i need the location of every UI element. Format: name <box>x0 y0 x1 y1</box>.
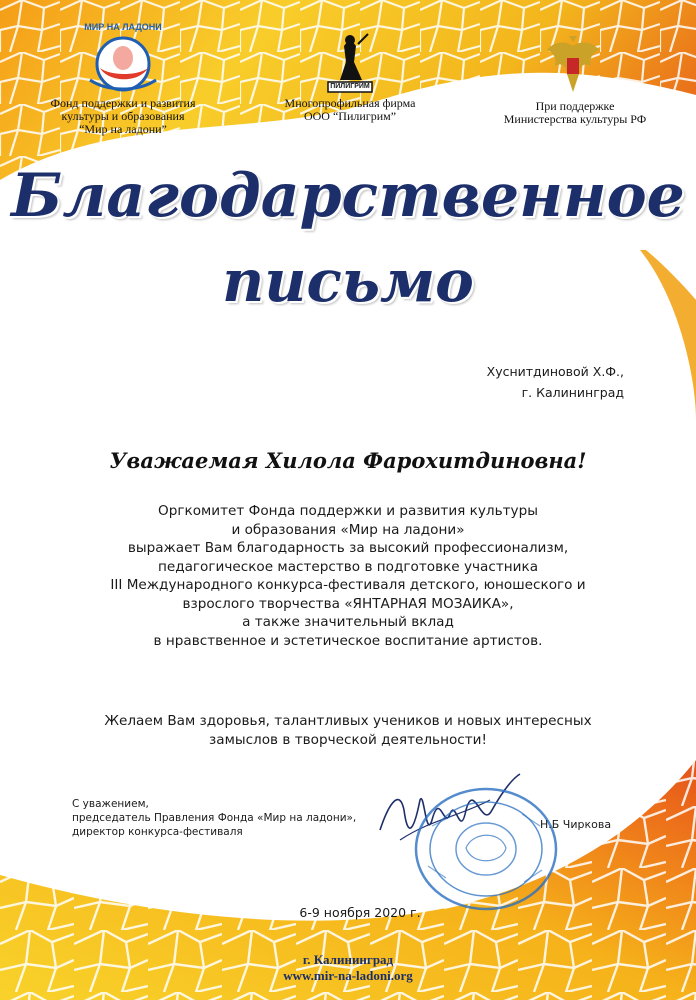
left-org-text <box>28 97 218 136</box>
hand-globe-icon <box>78 22 168 94</box>
signer-name: Н.Б Чиркова <box>540 818 612 831</box>
body-line: III Международного конкурса-фестиваля детского, юношеского и <box>110 577 586 593</box>
title-line-2: письмо <box>222 247 474 315</box>
body-line: а также значительный вклад <box>242 614 454 630</box>
title-line-1: Благодарственное <box>11 161 685 231</box>
event-date: 6-9 ноября 2020 г. <box>299 905 421 920</box>
signature-line: директор конкурса-фестиваля <box>72 826 243 838</box>
body-line: педагогическое мастерство в подготовке участника <box>157 558 539 575</box>
logo-piligrim <box>320 32 380 96</box>
round-stamp <box>412 786 560 912</box>
wish-line: Желаем Вам здоровья, талантливых учеников и новых интересных <box>104 713 592 729</box>
signature-line: председатель Правления Фонда «Мир на ладони», <box>72 812 357 824</box>
logo-text: ПИЛИГРИМ <box>330 83 370 90</box>
footer-website: www.mir-na-ladoni.org <box>283 968 413 983</box>
coat-of-arms-icon <box>543 36 603 98</box>
body-text <box>0 502 696 650</box>
body-line: Оргкомитет Фонда поддержки и развития культуры <box>158 503 538 519</box>
left-org-line: культуры и образования <box>61 109 185 123</box>
recipient-block <box>300 361 624 403</box>
left-org-line: Фонд поддержки и развития <box>50 96 196 110</box>
recipient-city: г. Калининград <box>521 385 624 400</box>
center-org-line: ООО “Пилигрим” <box>303 109 397 123</box>
wish-line: замыслов в творческой деятельности! <box>209 731 487 748</box>
center-org-line: Многопрофильная фирма <box>284 96 416 110</box>
greeting: Уважаемая Хилола Фарохитдиновна! <box>109 448 587 473</box>
signature-block <box>72 797 392 839</box>
body-line: и образования «Мир на ладони» <box>231 521 465 538</box>
body-line: взрослого творчества «ЯНТАРНАЯ МОЗАИКА», <box>182 595 514 612</box>
footer-city: г. Калининград <box>302 952 394 967</box>
right-org-line: При поддержке <box>535 99 615 113</box>
right-org-line: Министерства культуры РФ <box>503 112 647 126</box>
body-line: выражает Вам благодарность за высокий профессионализм, <box>127 540 569 556</box>
right-org-text <box>480 100 670 126</box>
wish-text <box>0 712 696 749</box>
left-org-line: “Мир на ладони” <box>79 122 167 136</box>
recipient-name: Хуснитдиновой Х.Ф., <box>486 364 624 379</box>
logo-text: МИР НА ЛАДОНИ <box>84 22 162 32</box>
center-org-text <box>255 97 445 123</box>
body-line: в нравственное и эстетическое воспитание артистов. <box>153 632 543 649</box>
logo-mir-na-ladoni <box>78 22 168 94</box>
signature-line: С уважением, <box>72 798 149 810</box>
